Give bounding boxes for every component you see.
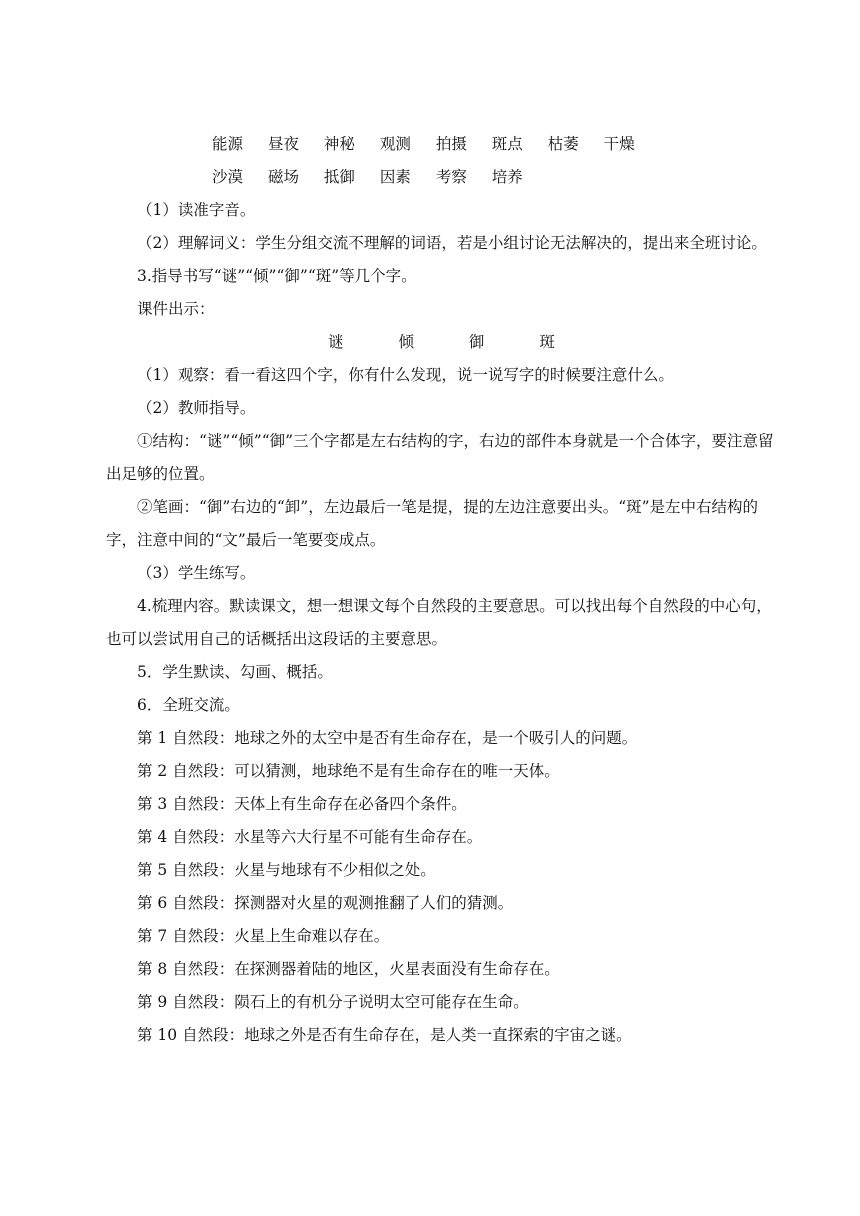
vocab-word: 沙漠 [212,168,244,186]
paragraph-summary: 第 5 自然段：火星与地球有不少相似之处。 [137,861,436,879]
vocabulary-row-2 [106,161,784,194]
character-display-row [106,326,784,359]
vocab-word: 神秘 [323,135,355,153]
display-character: 倾 [398,333,414,351]
display-character: 谜 [328,333,344,351]
paragraph: （2）理解词义：学生分组交流不理解的词语，若是小组讨论无法解决的，提出来全班讨论。 [137,234,767,252]
vocab-word: 考察 [435,168,467,186]
paragraph: ①结构：“谜”“倾”“御”三个字都是左右结构的字，右边的部件本身就是一个合体字，要注意留出足够的位置。 [106,432,774,483]
paragraph-summary: 第 2 自然段：可以猜测，地球绝不是有生命存在的唯一天体。 [137,762,560,780]
paragraph: 3.指导书写“谜”“倾”“御”“斑”等几个字。 [137,267,417,285]
paragraph-summary: 第 9 自然段：陨石上的有机分子说明太空可能存在生命。 [137,993,529,1011]
document-body [106,128,784,1052]
paragraph: 课件出示： [137,300,215,318]
paragraph: （2）教师指导。 [137,399,256,417]
vocab-word: 昼夜 [267,135,299,153]
vocab-word: 观测 [379,135,411,153]
vocab-word: 能源 [212,135,244,153]
paragraph: （1）观察：看一看这四个字，你有什么发现，说一说写字的时候要注意什么。 [137,366,674,384]
display-character: 斑 [539,333,555,351]
paragraph: （1）读准字音。 [137,201,256,219]
vocab-word: 磁场 [267,168,299,186]
paragraph: 6．全班交流。 [137,696,240,714]
paragraph-summary: 第 10 自然段：地球之外是否有生命存在，是人类一直探索的宇宙之谜。 [137,1026,632,1044]
paragraph-summary: 第 3 自然段：天体上有生命存在必备四个条件。 [137,795,467,813]
vocab-word: 因素 [379,168,411,186]
vocab-word: 抵御 [323,168,355,186]
paragraph-summary: 第 4 自然段：水星等六大行星不可能有生命存在。 [137,828,483,846]
vocab-word: 拍摄 [435,135,467,153]
paragraph-summary: 第 6 自然段：探测器对火星的观测推翻了人们的猜测。 [137,894,514,912]
paragraph: 5．学生默读、勾画、概括。 [137,663,333,681]
vocab-word: 斑点 [491,135,523,153]
vocabulary-row-1 [106,128,784,161]
display-character: 御 [468,333,485,351]
paragraph-summary: 第 8 自然段：在探测器着陆的地区，火星表面没有生命存在。 [137,960,560,978]
vocab-word: 培养 [491,168,523,186]
paragraph: （3）学生练写。 [137,564,256,582]
paragraph: ②笔画：“御”右边的“卸”，左边最后一笔是提，提的左边注意要出头。“斑”是左中右结构的字，注意中间的“文”最后一笔要变成点。 [106,498,759,549]
vocab-word: 干燥 [603,135,635,153]
paragraph: 4.梳理内容。默读课文，想一想课文每个自然段的主要意思。可以找出每个自然段的中心句，也可以尝试用自己的话概括出这段话的主要意思。 [106,597,772,648]
vocab-word: 枯萎 [547,135,579,153]
paragraph-summary: 第 1 自然段：地球之外的太空中是否有生命存在，是一个吸引人的问题。 [137,729,638,747]
paragraph-summary: 第 7 自然段：火星上生命难以存在。 [137,927,390,945]
